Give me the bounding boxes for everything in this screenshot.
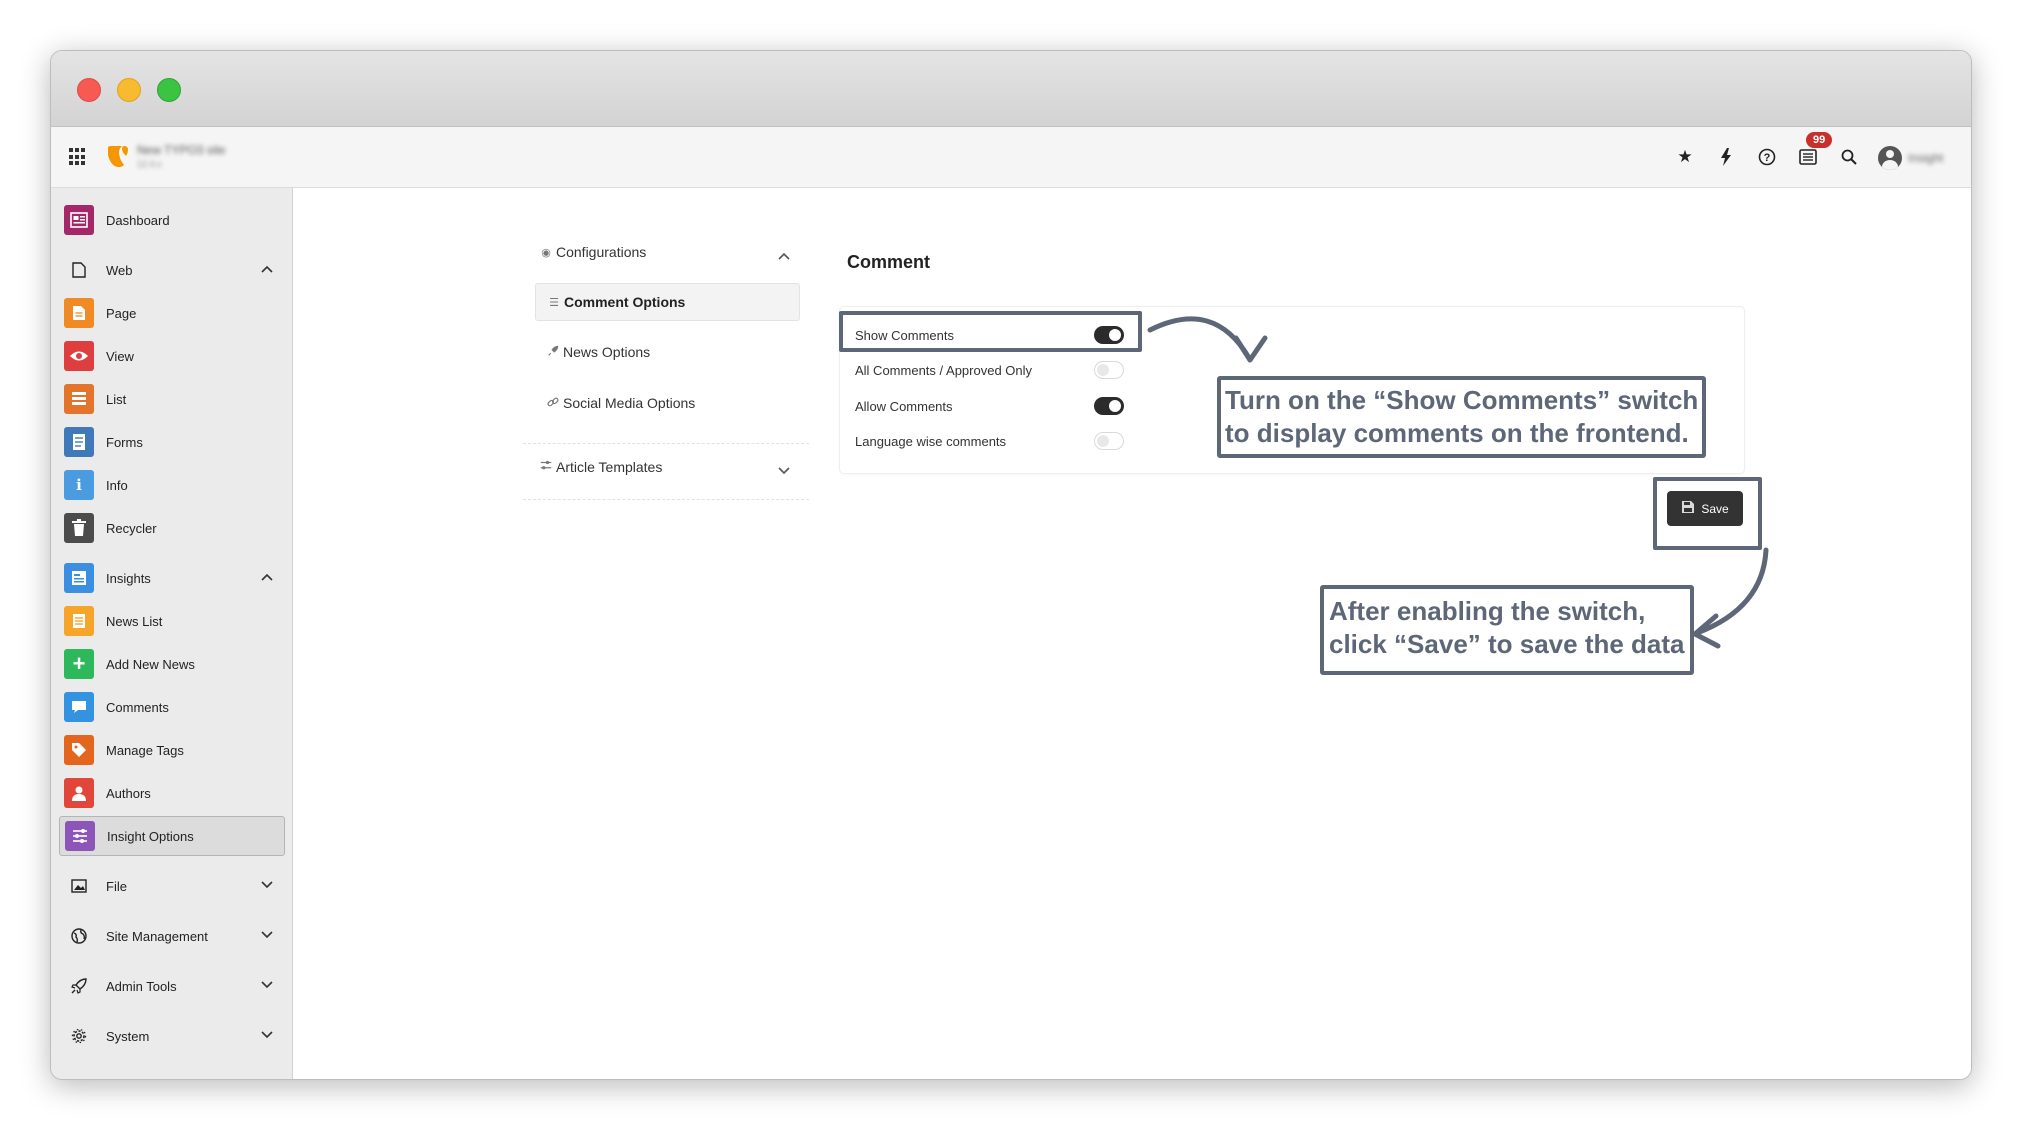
save-button-label: Save: [1701, 501, 1729, 516]
sidebar-item-label: Web: [106, 262, 133, 278]
sidebar-item-label: Page: [106, 305, 137, 321]
author-icon: [64, 778, 94, 808]
close-window-button[interactable]: [77, 78, 101, 102]
gear-icon: [64, 1021, 94, 1051]
chevron-up-icon[interactable]: [261, 262, 273, 276]
sidebar-item-label: News List: [106, 613, 163, 629]
option-label-allow-comments: Allow Comments: [855, 399, 953, 414]
show-comments-highlight-box: [839, 311, 1142, 352]
section-title: Comment: [847, 252, 931, 272]
info-icon: i: [64, 470, 94, 500]
help-icon[interactable]: [1757, 147, 1777, 167]
chevron-down-icon[interactable]: [261, 978, 273, 992]
sidebar-item-dashboard[interactable]: [59, 200, 285, 240]
option-label-show-comments: Show Comments: [855, 328, 954, 343]
sidebar-group-admin-tools[interactable]: [59, 966, 285, 1006]
save-button-highlight-box: [1653, 477, 1762, 550]
sidebar-item-label: Admin Tools: [106, 978, 177, 994]
sidebar-group-site-management[interactable]: [59, 916, 285, 956]
config-group-article-templates[interactable]: [528, 448, 800, 486]
callout-line: to display comments on the frontend.: [1225, 418, 1689, 448]
sidebar-item-forms[interactable]: [59, 422, 285, 462]
module-content: [293, 188, 1971, 1079]
globe-icon: [64, 921, 94, 951]
sidebar-item-insight-options[interactable]: [59, 816, 285, 856]
annotation-callout-show-comments: [1217, 376, 1706, 458]
rocket-icon: [543, 345, 563, 359]
option-label-all-comments-approved-only: All Comments / Approved Only: [855, 363, 1033, 378]
sidebar-group-web[interactable]: [59, 250, 285, 290]
callout-line: After enabling the switch,: [1329, 596, 1646, 626]
config-group-configurations[interactable]: [528, 233, 800, 271]
site-version: 12.4.x: [137, 159, 162, 169]
plus-icon: +: [64, 649, 94, 679]
module-sidebar: [51, 188, 293, 1080]
config-item-comment-options[interactable]: [535, 283, 800, 321]
sliders-icon: [536, 460, 556, 474]
sidebar-item-label: System: [106, 1028, 150, 1044]
sidebar-item-recycler[interactable]: [59, 508, 285, 548]
chevron-up-icon[interactable]: [261, 570, 273, 584]
image-icon: [64, 871, 94, 901]
allow-comments-toggle[interactable]: [1094, 397, 1124, 415]
annotation-callout-save: [1320, 585, 1694, 675]
config-item-label: News Options: [563, 344, 651, 360]
chevron-down-icon[interactable]: [261, 928, 273, 942]
sidebar-item-label: File: [106, 878, 127, 894]
trash-icon: [64, 513, 94, 543]
sidebar-item-label: Recycler: [106, 520, 157, 536]
insights-icon: [64, 563, 94, 593]
window-titlebar: [51, 51, 1971, 127]
callout-line: click “Save” to save the data: [1329, 629, 1685, 659]
sidebar-item-label: Comments: [106, 699, 169, 715]
user-name[interactable]: Insight: [1908, 151, 1944, 165]
sidebar-item-list[interactable]: [59, 379, 285, 419]
star-icon[interactable]: ★: [1677, 147, 1693, 166]
sidebar-item-label: Info: [106, 477, 128, 493]
minimize-window-button[interactable]: [117, 78, 141, 102]
user-avatar[interactable]: [1878, 146, 1902, 170]
approved-only-toggle[interactable]: [1094, 361, 1124, 379]
top-toolbar: [51, 127, 1971, 188]
config-group-label: Article Templates: [556, 459, 663, 475]
site-name[interactable]: New TYPO3 site: [137, 143, 226, 157]
news-list-icon: [64, 606, 94, 636]
news-notifications-icon[interactable]: [1798, 147, 1818, 167]
sidebar-item-add-new-news[interactable]: [59, 644, 285, 684]
sidebar-item-label: Site Management: [106, 928, 208, 944]
sliders-icon: [65, 821, 95, 851]
sidebar-item-label: List: [106, 391, 127, 407]
config-item-social-media-options[interactable]: [535, 384, 800, 422]
divider: [523, 499, 809, 500]
dashboard-icon: [64, 205, 94, 235]
sidebar-group-insights[interactable]: [59, 558, 285, 598]
tag-icon: [64, 735, 94, 765]
sidebar-item-manage-tags[interactable]: [59, 730, 285, 770]
sidebar-item-view[interactable]: [59, 336, 285, 376]
sidebar-item-label: Manage Tags: [106, 742, 184, 758]
language-wise-toggle[interactable]: [1094, 432, 1124, 450]
app-menu-grid-icon[interactable]: [69, 148, 87, 166]
callout-line: Turn on the “Show Comments” switch: [1225, 385, 1699, 415]
lightning-icon[interactable]: [1716, 147, 1736, 167]
comment-icon: [64, 692, 94, 722]
sidebar-item-label: Insights: [106, 570, 151, 586]
sidebar-item-label: Dashboard: [106, 212, 170, 228]
sidebar-item-label: Authors: [106, 785, 151, 801]
sidebar-item-news-list[interactable]: [59, 601, 285, 641]
sidebar-item-info[interactable]: [59, 465, 285, 505]
search-icon[interactable]: [1839, 147, 1859, 167]
maximize-window-button[interactable]: [157, 78, 181, 102]
sidebar-group-file[interactable]: [59, 866, 285, 906]
sidebar-item-label: View: [106, 348, 134, 364]
chevron-down-icon[interactable]: [778, 462, 790, 478]
config-item-label: Social Media Options: [563, 395, 696, 411]
sidebar-item-label: Insight Options: [107, 828, 194, 844]
list-icon: ☰: [549, 296, 559, 309]
app-window: [50, 50, 1972, 1080]
forms-icon: [64, 427, 94, 457]
typo3-logo-icon[interactable]: [105, 143, 131, 169]
svg-text:?: ?: [1763, 152, 1771, 164]
chevron-up-icon[interactable]: [778, 247, 790, 263]
config-item-news-options[interactable]: [535, 333, 800, 371]
chevron-down-icon[interactable]: [261, 878, 273, 892]
sidebar-item-page[interactable]: [59, 293, 285, 333]
option-label-language-wise-comments: Language wise comments: [855, 434, 1007, 449]
sidebar-item-authors[interactable]: [59, 773, 285, 813]
rocket-icon: [64, 971, 94, 1001]
sidebar-group-system[interactable]: [59, 1016, 285, 1056]
page-outline-icon: [64, 255, 94, 285]
config-item-label: Comment Options: [564, 294, 686, 310]
eye-icon: [64, 341, 94, 371]
circle-dot-icon: ◉: [541, 246, 551, 259]
list-icon: [64, 384, 94, 414]
sidebar-item-label: Add New News: [106, 656, 195, 672]
chevron-down-icon[interactable]: [261, 1028, 273, 1042]
sidebar-item-label: Forms: [106, 434, 143, 450]
sidebar-item-comments[interactable]: [59, 687, 285, 727]
page-icon: [64, 298, 94, 328]
divider: [523, 443, 809, 444]
link-icon: [543, 396, 563, 411]
config-group-label: Configurations: [556, 244, 647, 260]
notification-count-badge: 99: [1806, 132, 1832, 148]
